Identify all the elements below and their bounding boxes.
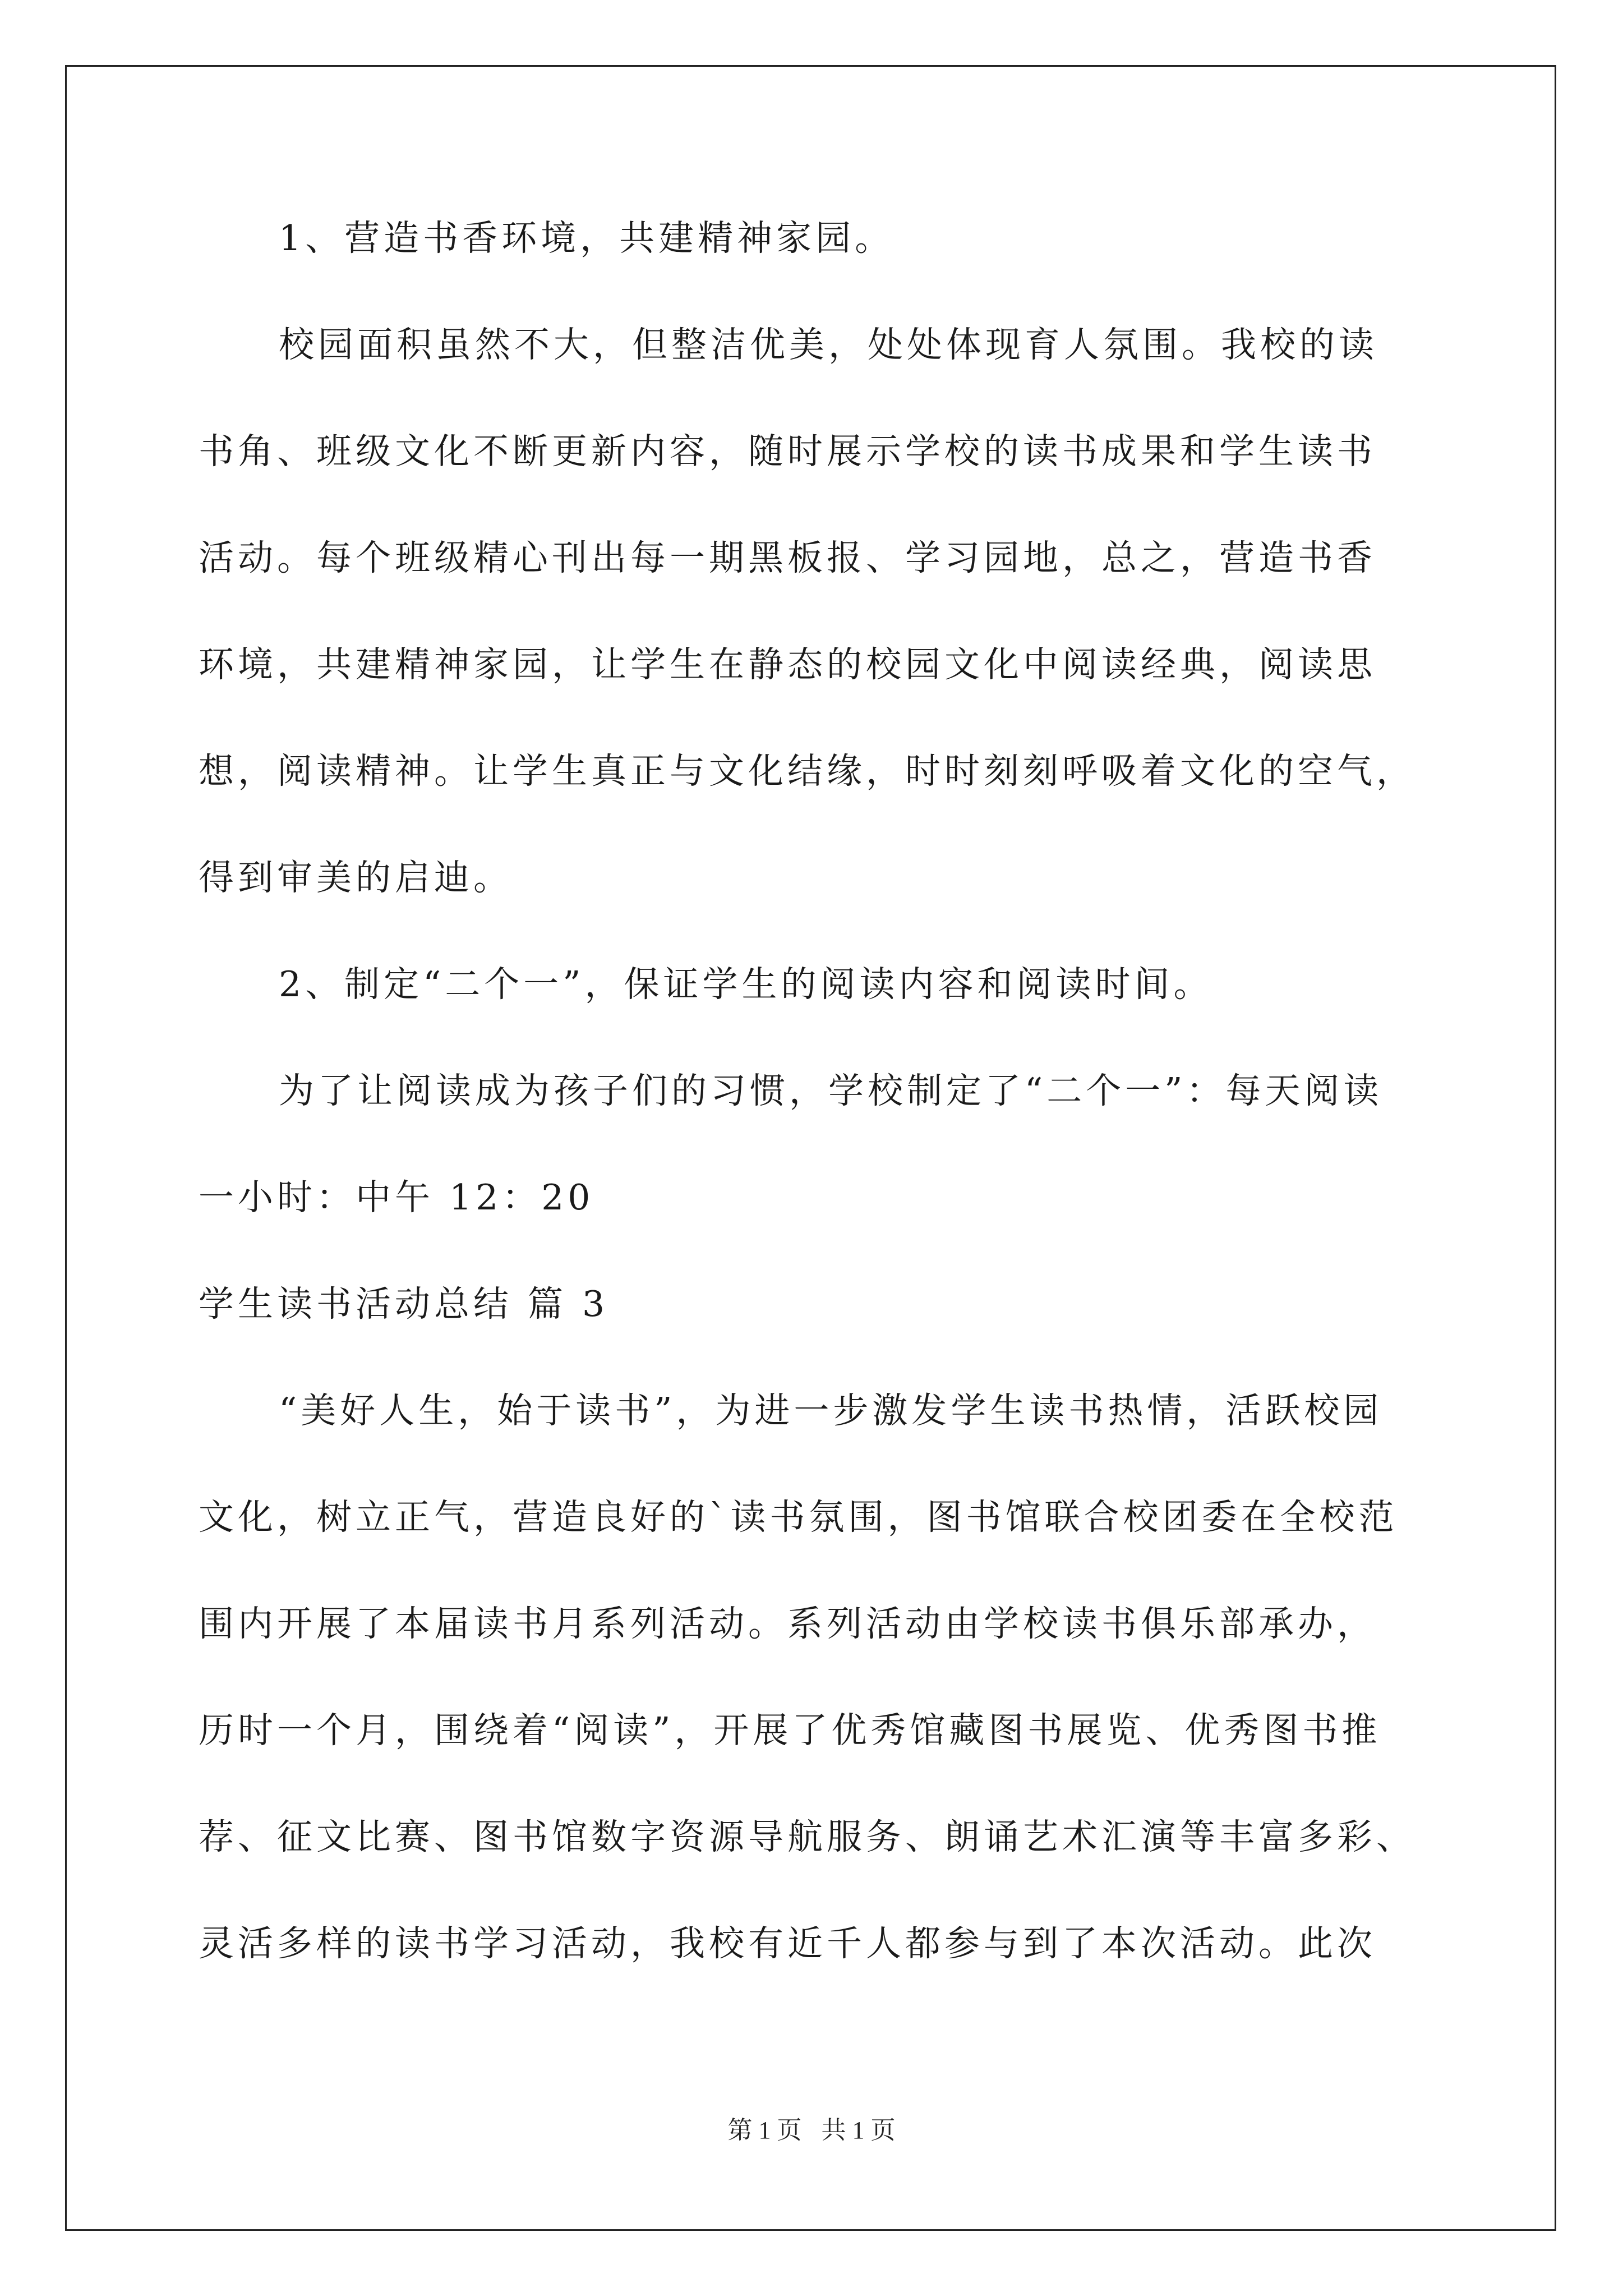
- paragraph-line: 校园面积虽然不大，但整洁优美，处处体现育人氛围。我校的读: [279, 324, 1378, 365]
- paragraph-line: 活动。每个班级精心刊出每一期黑板报、学习园地，总之，营造书香: [199, 537, 1376, 578]
- section-heading: 学生读书活动总结 篇 3: [199, 1283, 609, 1324]
- page-total: 共 1 页: [821, 2116, 896, 2144]
- paragraph-line: 荐、征文比赛、图书馆数字资源导航服务、朗诵艺术汇演等丰富多彩、: [199, 1816, 1415, 1857]
- paragraph-line: 为了让阅读成为孩子们的习惯，学校制定了“二个一”：每天阅读: [279, 1070, 1383, 1111]
- paragraph-line: 文化，树立正气，营造良好的`读书氛围，图书馆联合校团委在全校范: [199, 1497, 1398, 1538]
- paragraph-line: 历时一个月，围绕着“阅读”，开展了优秀馆藏图书展览、优秀图书推: [199, 1710, 1381, 1751]
- document-body: [199, 219, 1455, 2031]
- paragraph-line: 书角、班级文化不断更新内容，随时展示学校的读书成果和学生读书: [199, 431, 1376, 472]
- paragraph-line: 得到审美的启迪。: [199, 857, 513, 898]
- page-number: 第 1 页: [727, 2116, 802, 2144]
- paragraph-line: 灵活多样的读书学习活动，我校有近千人都参与到了本次活动。此次: [199, 1923, 1376, 1964]
- paragraph-line: 围内开展了本届读书月系列活动。系列活动由学校读书俱乐部承办，: [199, 1603, 1376, 1644]
- paragraph-line: 2、制定“二个一”，保证学生的阅读内容和阅读时间。: [279, 964, 1213, 1005]
- paragraph-line: 一小时：中午 12：20: [199, 1177, 594, 1218]
- paragraph-line: 环境，共建精神家园，让学生在静态的校园文化中阅读经典，阅读思: [199, 644, 1376, 685]
- paragraph-line: “美好人生，始于读书”，为进一步激发学生读书热情，活跃校园: [279, 1390, 1383, 1431]
- page-footer: [0, 2116, 1623, 2145]
- paragraph-line: 想，阅读精神。让学生真正与文化结缘，时时刻刻呼吸着文化的空气，: [199, 751, 1415, 792]
- paragraph-line: 1、营造书香环境，共建精神家园。: [279, 218, 895, 259]
